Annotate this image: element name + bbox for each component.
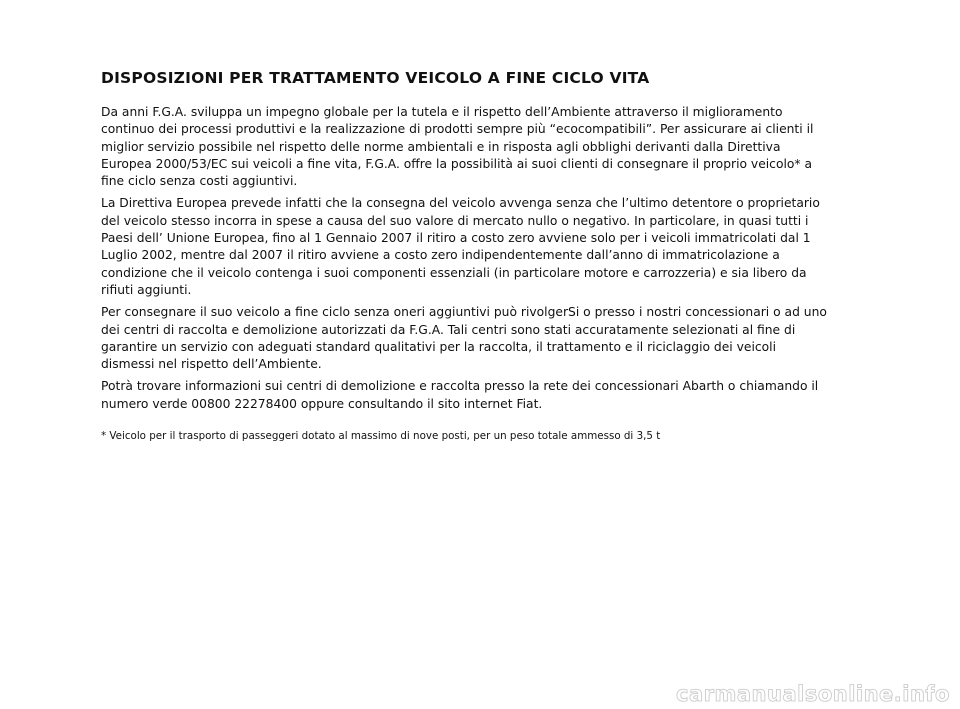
paragraph-intro: Da anni F.G.A. sviluppa un impegno globale per la tutela e il rispetto dell’Ambiente attraverso il miglioramento continuo dei processi produttivi e la realizzazione di prodotti sempre più “ecocompatibili”. Per assicurare ai clienti il miglior servizio possibile nel rispetto delle norme ambientali e in risposta agli obblighi derivanti dalla Direttiva Europea 2000/53/EC sui veicoli a fine vita, F.G.A. offre la possibilità ai suoi clienti di consegnare il proprio veicolo* a fine ciclo senza costi aggiuntivi. <box>101 105 814 189</box>
paragraph-information: Potrà trovare informazioni sui centri di demolizione e raccolta presso la rete dei concessionari Abarth o chiamando il numero verde 00800 22278400 oppure consultando il sito internet Fiat. <box>101 379 819 411</box>
paragraph-delivery: Per consegnare il suo veicolo a fine ciclo senza oneri aggiuntivi può rivolgerSi o presso i nostri concessionari o ad uno dei centri di raccolta e demolizione autorizzati da F.G.A. Tali centri sono stati accuratamente selezionati al fine di garantire un servizio con adeguati standard qualitativi per la raccolta, il trattamento e il riciclaggio dei veicoli dismessi nel rispetto dell’Ambiente. <box>101 305 827 372</box>
footnote: * Veicolo per il trasporto di passeggeri dotato al massimo di nove posti, per un peso totale ammesso di 3,5 t <box>101 430 661 443</box>
paragraph-directive: La Direttiva Europea prevede infatti che la consegna del veicolo avvenga senza che l’ultimo detentore o proprietario del veicolo stesso incorra in spese a causa del suo valore di mercato nullo o negativo. In particolare, in quasi tutti i Paesi dell’ Unione Europea, fino al 1 Gennaio 2007 il ritiro a costo zero avviene solo per i veicoli immatricolati dal 1 Luglio 2002, mentre dal 2007 il ritiro avviene a costo zero indipendentemente dall’anno di immatricolazione a condizione che il veicolo contenga i suoi componenti essenziali (in particolare motore e carrozzeria) e sia libero da rifiuti aggiunti. <box>101 196 820 297</box>
document-page <box>101 66 829 453</box>
site-watermark: carmanualsonline.info <box>676 682 950 706</box>
page-title: DISPOSIZIONI PER TRATTAMENTO VEICOLO A FINE CICLO VITA <box>101 69 650 87</box>
